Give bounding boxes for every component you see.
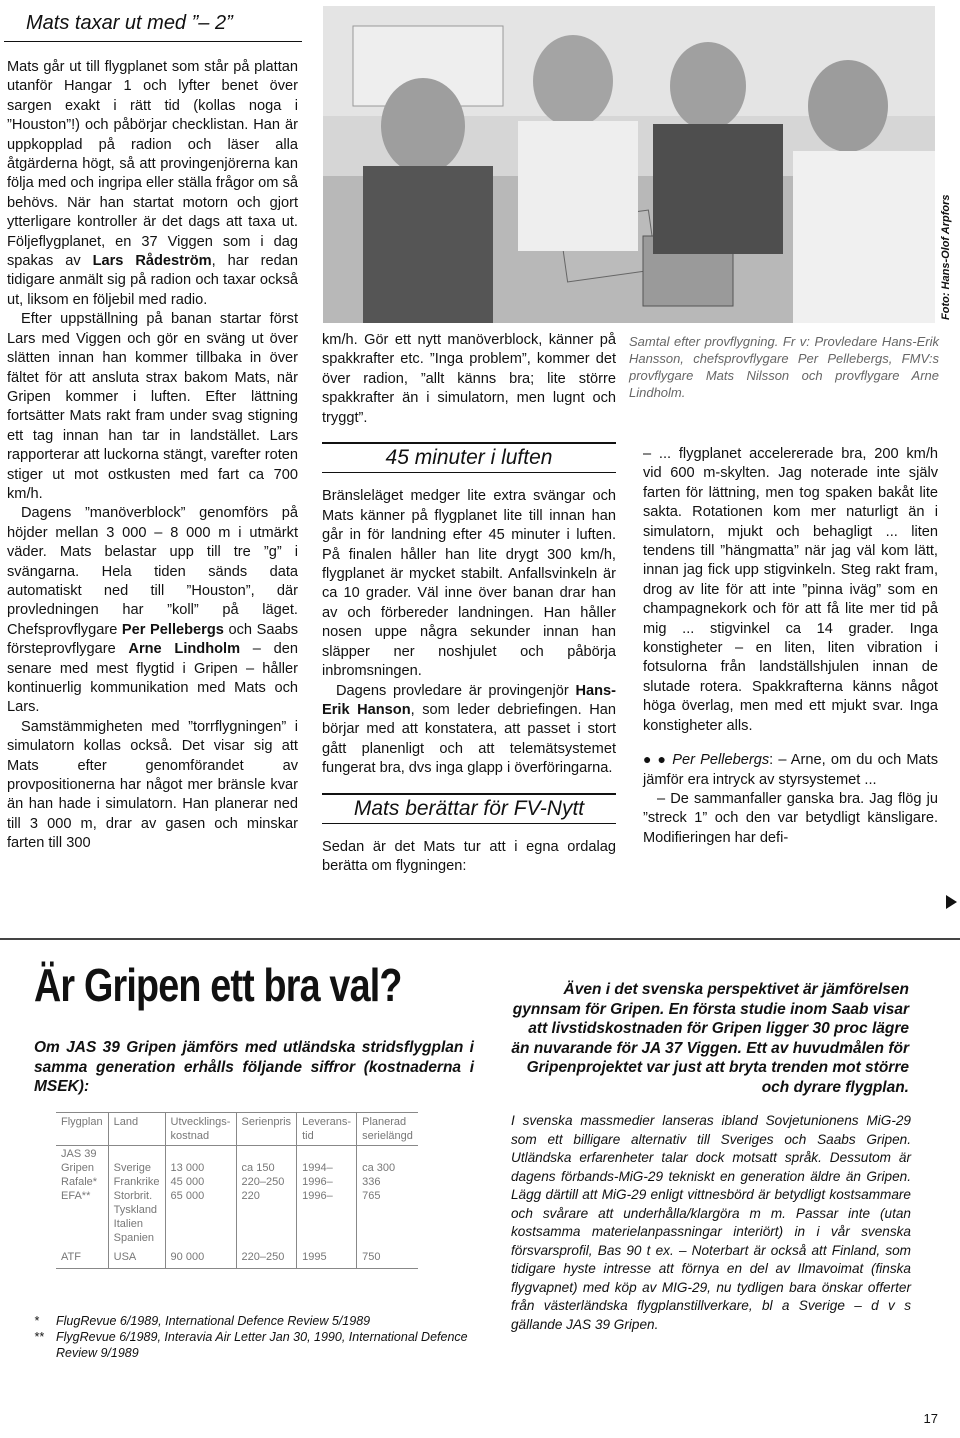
table-cell: USA — [108, 1246, 165, 1269]
footnote: ** FlygRevue 6/1989, Interavia Air Letter Jan 30, 1990, International Defence Review 9/1989 — [34, 1330, 468, 1360]
sidebar-title: Mats taxar ut med ”– 2” — [4, 6, 302, 42]
table-row — [56, 1146, 418, 1247]
col2-paragraph-1: km/h. Gör ett nytt manöverblock, känner på spakkrafter etc. ”Inga problem”, kommer det över radion, ”allt känns bra; lite större spakkrafter än i simulatorn, men lugnt och tryggt”. — [322, 332, 616, 426]
table-header-row — [56, 1113, 418, 1146]
article-photo — [323, 6, 935, 323]
inset-lead: Om JAS 39 Gripen jämförs med utländska stridsflygplan i samma generation erhålls följande siffror (kostnaderna i MSEK): — [34, 1039, 474, 1095]
person-name: Arne Lindholm — [128, 641, 241, 658]
article-column-2 — [322, 331, 616, 877]
table-header: Flygplan — [56, 1113, 108, 1146]
section-heading: Mats berättar för FV-Nytt — [322, 793, 616, 824]
col2-paragraph-3: Dagens provledare är provingenjör Hans-Erik Hanson, som leder debriefingen. Han börjar med att konstatera, att passet i stort gått planenligt och att telemätsystemet fungerat bra, dvs inga glapp i överföringarna. — [322, 682, 617, 777]
col1-paragraph-2: Efter uppställning på banan startar först Lars med Viggen och gör en sväng ut över slätten innan han kommer tillbaka in över fältet för att ansluta strax bakom Mats, när Gripen kommer i luften. Efter lättning fortsätter Mats rakt fram under svag stigning ett tag innan han tar in landstället. Lars rapporterar att luckorna stängt, varefter roten stiger ut mot ostkusten med fart ca 700 km/h. — [7, 311, 298, 502]
table-header: Land — [108, 1113, 165, 1146]
col3-paragraph-2: – De sammanfaller ganska bra. Jag flög ju ”streck 1” och den var betydligt känsligare. Modifieringen har defi- — [643, 790, 938, 846]
bullet-dots-icon: ● ● — [643, 751, 668, 768]
table-cell: 750 — [357, 1246, 418, 1269]
inset-headline: Är Gripen ett bra val? — [34, 959, 402, 1011]
person-name: Lars Rådeström — [92, 253, 212, 270]
table-cell: 1995 — [297, 1246, 357, 1269]
table-cell: 13 000 45 000 65 000 — [165, 1146, 236, 1247]
col1-paragraph-4: Samstämmigheten med ”torrflygningen” i simulatorn kollas också. Det visar sig att Mats efter genomförandet av provpositionerna har något mer bränsle kvar än han hade i simulatorn. Han planerar ned till 3 000 m, drar av gasen och minskar farten till 300 — [7, 718, 298, 852]
table-cell: 220–250 — [236, 1246, 297, 1269]
continue-arrow-icon — [946, 895, 957, 909]
table-header: Serienpris — [236, 1113, 297, 1146]
cost-comparison-table — [56, 1112, 418, 1269]
col2-paragraph-4: Sedan är det Mats tur att i egna ordalag berätta om flygningen: — [322, 838, 616, 875]
table-cell: ATF — [56, 1246, 108, 1269]
person-name: Per Pellebergs — [672, 752, 770, 769]
table-cell: ca 150 220–250 220 — [236, 1146, 297, 1247]
footnote: * FlugRevue 6/1989, International Defence Review 5/1989 — [34, 1314, 371, 1328]
table-cell: Sverige Frankrike Storbrit. Tyskland Italien Spanien — [108, 1146, 165, 1247]
table-cell: ca 300 336 765 — [357, 1146, 418, 1247]
table-cell: 90 000 — [165, 1246, 236, 1269]
table-row — [56, 1246, 418, 1269]
section-heading: 45 minuter i luften — [322, 442, 616, 473]
col1-paragraph-3: Dagens ”manöverblock” genomförs på höjder mellan 3 000 – 8 000 m i utmärkt väder. Mats belastar upp till tre ”g” i svängarna. Hela tiden sänds data automatiskt ned till ”Houston”, där provledningen har ”koll” på läget. Chefsprovflygare Per Pellebergs och Saabs försteprovflygare Arne Lindholm – den senare med mest flygtid i Gripen – håller kontinuerlig kommunikation med Mats och Lars. — [7, 505, 298, 716]
inset-right-body: I svenska massmedier lanseras ibland Sovjetunionens MiG-29 som ett billigare alternativ till Sveriges och Saabs Gripen. Utländska erfarenheter talar dock motsatt språk. Dessutom är dagens förbands-MiG-29 tekniskt en generation äldre än Gripen. Lägg därtill att MiG-29 enligt vittnesbörd är betydligt kostsammare och svårare att underhålla/klargöra m m. Passar inte (utan kostsamma materielanpassningar interiört) in i vår svenska försvarsprofil, Bas 90 t ex. – Noterbart är också att Finland, som tidigare hyste intresse att förnya en del av Ilmavoimat (finska flygvapnet) med köp av MIG-29, nu tydligen bara önskar offerter från västerländska flygplanstillverkare, bl a Sverige – d v s gällande JAS 39 Gripen. — [511, 1113, 911, 1332]
person-name: Per Pellebergs — [121, 621, 224, 638]
article-column-1 — [7, 58, 298, 854]
photo-illustration — [323, 6, 935, 323]
col3-question: ● ● Per Pellebergs: – Arne, om du och Mats jämför era intryck av styrsystemet ... — [643, 751, 938, 788]
col3-paragraph-1: – ... flygplanet accelererade bra, 200 km/h vid 600 m-skylten. Jag noterade inte själv farten för lättning, men tog spaken bakåt lite sakta. Rotationen kom mer naturligt än i simulatorn, mjukt och behagligt ... liten tendens till ”hängmatta” när jag väl kom lätt, innan jag fick upp stigvinkeln. Steg rakt fram, drog av lite för att inte ”pinna iväg” som en champagnekork och för att få lite mer tid på mig ... stigvinkel ca 14 grader. Inga konstigheter – en liten, liten vibration i fotsulorna från landställshjulen innan de slutade rotera. Spakkrafterna känns något höga överlag, men med ett mjukt svar. Inga konstigheter alls. — [643, 446, 938, 734]
article-column-3 — [643, 445, 938, 848]
table-cell: JAS 39 Gripen Rafale* EFA** — [61, 1148, 98, 1202]
table-header: Utvecklings- kostnad — [165, 1113, 236, 1146]
inset-right-lead: Även i det svenska perspektivet är jämförelsen gynnsam för Gripen. En första studie inom Saab visar att livstidskostnaden för Gripen ligger 30 proc lägre än nuvarande för JA 37 Viggen. Ett av huvudmålen för Gripenprojektet var just att bryta trenden mot större och dyrare flygplan. — [511, 981, 909, 1096]
col2-paragraph-2: Bränsleläget medger lite extra svängar och Mats känner på flygplanet lite till innan han går in för landning efter 45 minuter i luften. På finalen håller han lite drygt 300 km/h, flygplanet är mycket stabilt. Anfallsvinkeln är ca 10 grader. Väl inne över banan drar han av och förbereder landningen. Han håller nosen uppe några sekunder innan han släpper ner noshjulet och påbörja inbromsningen. — [322, 488, 616, 680]
page-number: 17 — [923, 1411, 938, 1426]
person-name: Hans-Erik Hanson — [322, 682, 616, 718]
section-divider — [0, 938, 960, 940]
photo-caption: Samtal efter provflygning. Fr v: Provledare Hans-Erik Hansson, chefsprovflygare Per Pellebergs, FMV:s provflygare Mats Nilsson och provflygare Arne Lindholm. — [629, 334, 939, 400]
col1-paragraph-1: Mats går ut till flygplanet som står på plattan utanför Hangar 1 och lyfter benet över sargen exakt i rätt tid (kollas noga i ”Houston”!) och påbörjar checklistan. Han är uppkopplad på radion och läser alla åtgärderna högt, så att provingenjörerna kan följa med och ingripa eller ställa frågor om så behövs. När han startat motorn och gjort ytterligare kontroller är det dags att taxa ut. Följeflygplanet, en 37 Viggen som i dag spakas av Lars Rådeström, har redan tidigare anmält sig på radion och taxar också ut, liksom en följebil med radio. — [7, 59, 298, 308]
table-cell: 1994– 1996– 1996– — [297, 1146, 357, 1247]
table-header: Planerad serielängd — [357, 1113, 418, 1146]
footnotes — [34, 1313, 474, 1361]
table-header: Leverans- tid — [297, 1113, 357, 1146]
